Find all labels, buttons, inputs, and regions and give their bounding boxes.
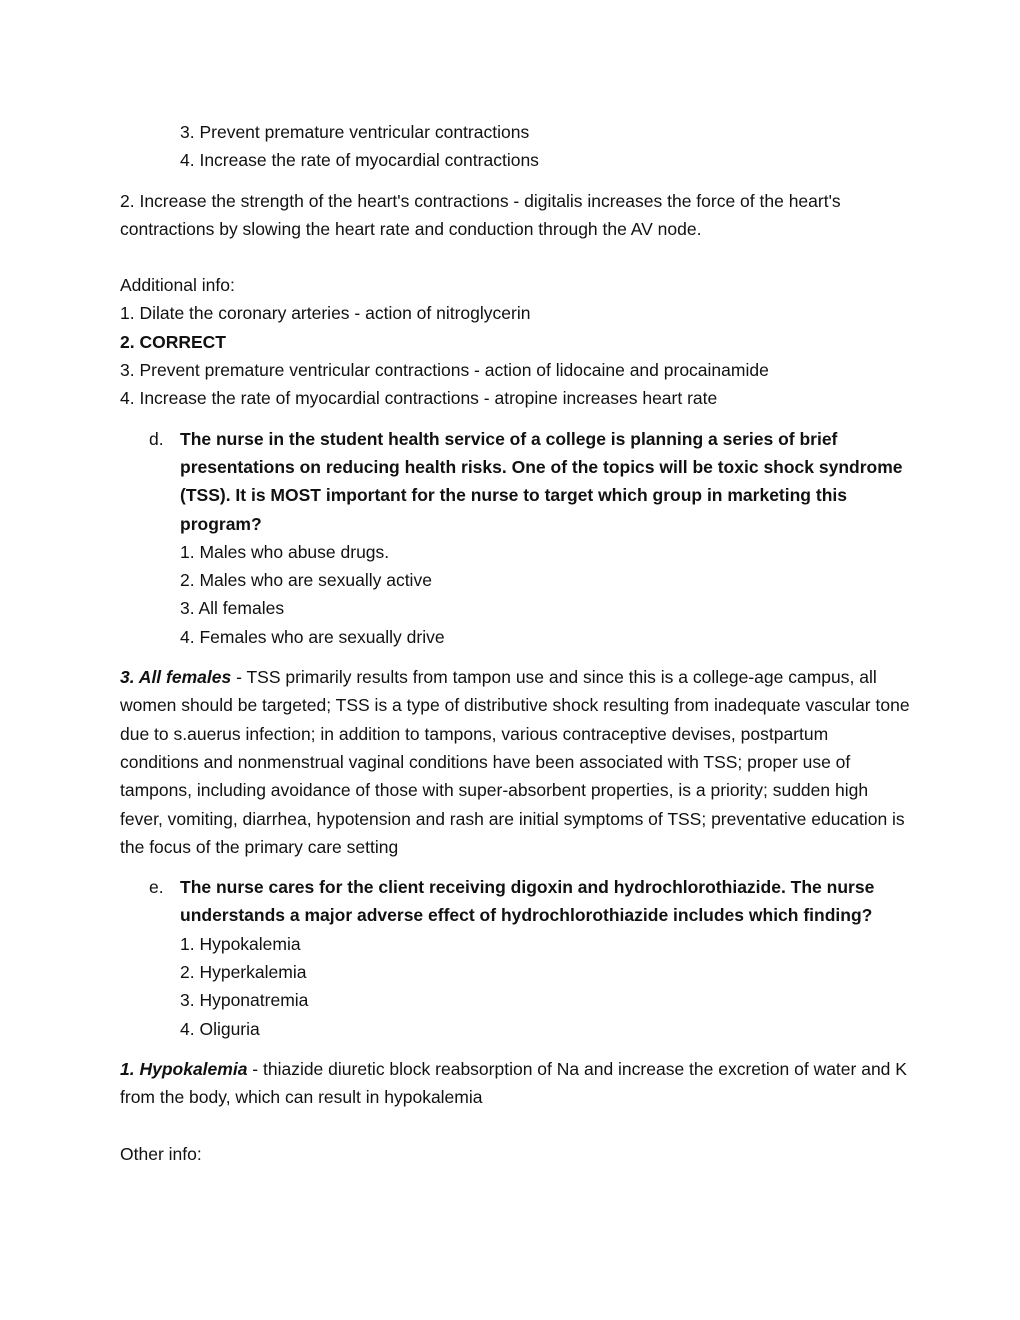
- answer-explanation: - thiazide diuretic block reabsorption of Na and increase the excretion of water and K from the body, which can result in hypokalemia: [120, 1058, 907, 1108]
- additional-item-4: 4. Increase the rate of myocardial contractions - atropine increases heart rate: [120, 388, 718, 409]
- answer-explanation: - TSS primarily results from tampon use and since this is a college-age campus, all women should be targeted; TSS is a type of distributive shock resulting from inadequate vascular tone due to s.auerus infection; in addition to tampons, various contraceptive devises, postpartum conditions and nonmenstrual vaginal conditions have been associated with TSS; proper use of tampons, including avoidance of those with super-absorbent properties, is a priority; sudden high fever, vomiting, diarrhea, hypotension and rash are initial symptoms of TSS; preventative education is the focus of the primary care setting: [120, 667, 910, 857]
- other-info-label: Other info:: [120, 1143, 202, 1164]
- additional-item-2: 2. CORRECT: [120, 331, 226, 352]
- question-option: 1. Hypokalemia: [180, 933, 301, 954]
- question-option: 3. Hyponatremia: [180, 990, 309, 1011]
- question-option: 4. Oliguria: [180, 1018, 260, 1039]
- question-e: [120, 873, 910, 1043]
- additional-info-label: Additional info:: [120, 275, 235, 296]
- question-text: The nurse in the student health service of a college is planning a series of brief presentations on reducing health risks. One of the topics will be toxic shock syndrome (TSS). It is MOST important for the nurse to target which group in marketing this program?: [180, 428, 903, 534]
- option-4: 4. Increase the rate of myocardial contractions: [180, 150, 539, 171]
- question-text: The nurse cares for the client receiving digoxin and hydrochlorothiazide. The nurse understands a major adverse effect of hydrochlorothiazide includes which finding?: [180, 877, 875, 926]
- question-option: 2. Hyperkalemia: [180, 962, 307, 983]
- question-option: 1. Males who abuse drugs.: [180, 541, 390, 562]
- prev-question-answer: 2. Increase the strength of the heart's contractions - digitalis increases the force of the heart's contractions by slowing the heart rate and conduction through the AV node.: [120, 190, 841, 239]
- question-d-answer: [120, 663, 910, 861]
- additional-info: [120, 271, 910, 412]
- question-e-answer: [120, 1055, 910, 1112]
- additional-item-1: 1. Dilate the coronary arteries - action of nitroglycerin: [120, 303, 531, 324]
- question-d: [120, 425, 910, 651]
- question-letter: d.: [149, 428, 164, 449]
- additional-item-3: 3. Prevent premature ventricular contractions - action of lidocaine and procainamide: [120, 360, 769, 381]
- question-option: 4. Females who are sexually drive: [180, 626, 445, 647]
- answer-label: 1. Hypokalemia: [120, 1058, 248, 1079]
- question-option: 3. All females: [180, 598, 285, 619]
- question-option: 2. Males who are sexually active: [180, 570, 432, 591]
- question-letter: e.: [149, 877, 164, 898]
- document-page: [120, 118, 910, 1168]
- option-3: 3. Prevent premature ventricular contractions: [180, 122, 530, 142]
- answer-label: 3. All females: [120, 667, 232, 688]
- prev-question-options: [120, 118, 910, 175]
